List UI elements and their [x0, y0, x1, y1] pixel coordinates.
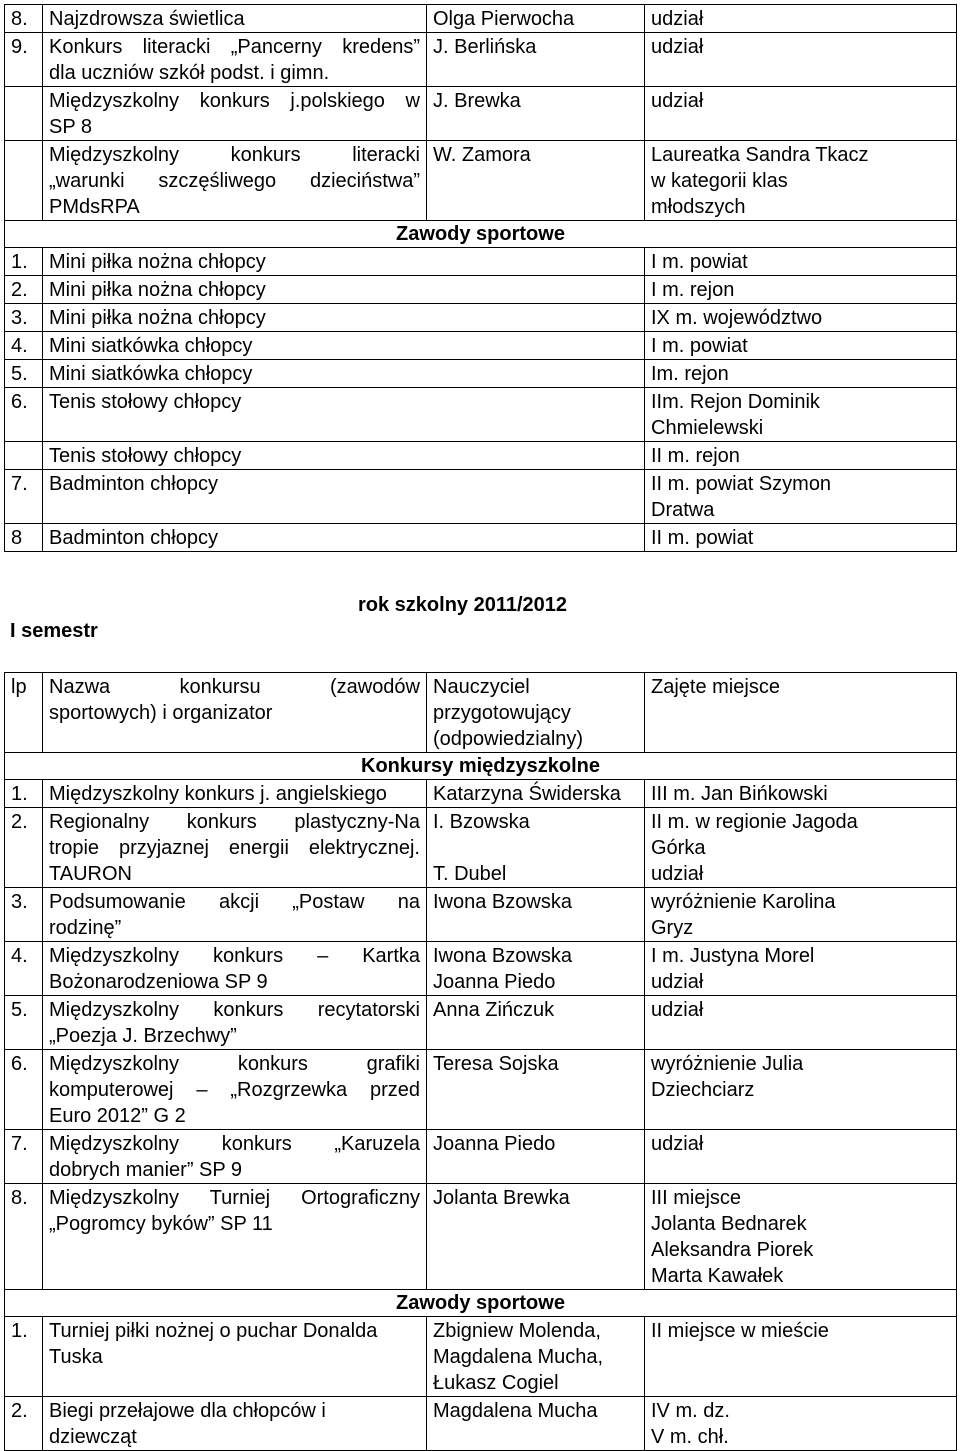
teacher-name: Teresa Sojska: [427, 1050, 645, 1130]
result: udział: [645, 1130, 957, 1184]
table-row: [5, 1130, 957, 1184]
competition-name: Międzyszkolny konkurs literacki „warunki szczęśliwego dzieciństwa” PMdsRPA: [43, 141, 427, 221]
result: IX m. województwo: [645, 304, 957, 332]
row-number: [5, 141, 43, 221]
result: wyróżnienie Karolina Gryz: [645, 888, 957, 942]
result: udział: [645, 996, 957, 1050]
row-number: 9.: [5, 33, 43, 87]
teacher-name: Katarzyna Świderska: [427, 780, 645, 808]
table-row: [5, 808, 957, 888]
section-heading: Konkursy międzyszkolne: [5, 753, 957, 780]
semester-label: I semestr: [10, 620, 98, 642]
header-place: Zajęte miejsce: [645, 673, 957, 753]
competition-name: Mini piłka nożna chłopcy: [43, 276, 645, 304]
result: III miejsce Jolanta Bednarek Aleksandra Piorek Marta Kawałek: [645, 1184, 957, 1290]
table-row: [5, 1317, 957, 1397]
table-row: [5, 5, 957, 33]
table-row: [5, 996, 957, 1050]
result: II m. powiat: [645, 524, 957, 552]
result: I m. powiat: [645, 248, 957, 276]
result: II miejsce w mieście: [645, 1317, 957, 1397]
row-number: 8: [5, 524, 43, 552]
teacher-name: J. Berlińska: [427, 33, 645, 87]
teacher-name: Zbigniew Molenda, Magdalena Mucha, Łukasz Cogiel: [427, 1317, 645, 1397]
competition-name: Badminton chłopcy: [43, 524, 645, 552]
table-row: [5, 470, 957, 524]
row-number: 4.: [5, 332, 43, 360]
competition-name: Mini siatkówka chłopcy: [43, 332, 645, 360]
section-sports: [5, 1290, 957, 1317]
table-row: [5, 360, 957, 388]
row-number: 8.: [5, 5, 43, 33]
section-heading: Zawody sportowe: [5, 1290, 957, 1317]
competition-name: Mini siatkówka chłopcy: [43, 360, 645, 388]
teacher-name: I. Bzowska T. Dubel: [427, 808, 645, 888]
table-row: [5, 87, 957, 141]
competition-name: Międzyszkolny Turniej Ortograficzny „Pogromcy byków” SP 11: [43, 1184, 427, 1290]
result: udział: [645, 33, 957, 87]
table-row: [5, 780, 957, 808]
table-row: [5, 276, 957, 304]
competition-name: Turniej piłki nożnej o puchar Donalda Tuska: [43, 1317, 427, 1397]
row-number: 5.: [5, 360, 43, 388]
section-sports: [5, 221, 957, 248]
result: Laureatka Sandra Tkacz w kategorii klas młodszych: [645, 141, 957, 221]
result: II m. rejon: [645, 442, 957, 470]
table-row: [5, 332, 957, 360]
section-heading: Zawody sportowe: [5, 221, 957, 248]
result: I m. Justyna Morel udział: [645, 942, 957, 996]
table-row: [5, 248, 957, 276]
competition-name: Konkurs literacki „Pancerny kredens” dla uczniów szkół podst. i gimn.: [43, 33, 427, 87]
row-number: 5.: [5, 996, 43, 1050]
table-row: [5, 141, 957, 221]
header-competition-name: Nazwa konkursu (zawodów sportowych) i organizator: [43, 673, 427, 753]
result: II m. powiat Szymon Dratwa: [645, 470, 957, 524]
header-row: [5, 673, 957, 753]
table-row: [5, 1050, 957, 1130]
result: II m. w regionie Jagoda Górka udział: [645, 808, 957, 888]
competition-name: Mini piłka nożna chłopcy: [43, 248, 645, 276]
table-row: [5, 524, 957, 552]
result: udział: [645, 5, 957, 33]
table-row: [5, 388, 957, 442]
row-number: 4.: [5, 942, 43, 996]
table-row: [5, 888, 957, 942]
row-number: 6.: [5, 1050, 43, 1130]
result: IV m. dz. V m. chł.: [645, 1397, 957, 1451]
teacher-name: Olga Pierwocha: [427, 5, 645, 33]
table-row: [5, 1397, 957, 1451]
result: Im. rejon: [645, 360, 957, 388]
result: IIm. Rejon Dominik Chmielewski: [645, 388, 957, 442]
competition-name: Międzyszkolny konkurs „Karuzela dobrych manier” SP 9: [43, 1130, 427, 1184]
competition-name: Międzyszkolny konkurs recytatorski „Poezja J. Brzechwy”: [43, 996, 427, 1050]
teacher-name: Joanna Piedo: [427, 1130, 645, 1184]
teacher-name: Iwona Bzowska Joanna Piedo: [427, 942, 645, 996]
competition-name: Regionalny konkurs plastyczny-Na tropie przyjaznej energii elektrycznej. TAURON: [43, 808, 427, 888]
competition-name: Mini piłka nożna chłopcy: [43, 304, 645, 332]
competition-name: Międzyszkolny konkurs – Kartka Bożonarodzeniowa SP 9: [43, 942, 427, 996]
competition-name: Badminton chłopcy: [43, 470, 645, 524]
row-number: 2.: [5, 1397, 43, 1451]
result: wyróżnienie Julia Dziechciarz: [645, 1050, 957, 1130]
table-row: [5, 304, 957, 332]
competition-name: Międzyszkolny konkurs j. angielskiego: [43, 780, 427, 808]
competition-name: Międzyszkolny konkurs j.polskiego w SP 8: [43, 87, 427, 141]
row-number: 7.: [5, 470, 43, 524]
teacher-name: J. Brewka: [427, 87, 645, 141]
competition-name: Najzdrowsza świetlica: [43, 5, 427, 33]
teacher-name: Anna Zińczuk: [427, 996, 645, 1050]
competition-name: Tenis stołowy chłopcy: [43, 388, 645, 442]
result: I m. rejon: [645, 276, 957, 304]
table-row: [5, 942, 957, 996]
result: III m. Jan Bińkowski: [645, 780, 957, 808]
row-number: 3.: [5, 304, 43, 332]
header-lp: lp: [5, 673, 43, 753]
row-number: 1.: [5, 248, 43, 276]
table-row: [5, 442, 957, 470]
row-number: 2.: [5, 276, 43, 304]
row-number: 2.: [5, 808, 43, 888]
competition-name: Tenis stołowy chłopcy: [43, 442, 645, 470]
table-row: [5, 1184, 957, 1290]
row-number: 3.: [5, 888, 43, 942]
row-number: 7.: [5, 1130, 43, 1184]
competition-name: Biegi przełajowe dla chłopców i dziewcząt: [43, 1397, 427, 1451]
section-interschool: [5, 753, 957, 780]
table-row: [5, 33, 957, 87]
school-year-label: rok szkolny 2011/2012: [358, 594, 568, 616]
competitions-table-previous: [4, 4, 957, 552]
teacher-name: W. Zamora: [427, 141, 645, 221]
result: udział: [645, 87, 957, 141]
row-number: [5, 87, 43, 141]
row-number: 1.: [5, 1317, 43, 1397]
result: I m. powiat: [645, 332, 957, 360]
row-number: 1.: [5, 780, 43, 808]
teacher-name: Iwona Bzowska: [427, 888, 645, 942]
header-teacher: Nauczyciel przygotowujący (odpowiedzialny): [427, 673, 645, 753]
competition-name: Międzyszkolny konkurs grafiki komputerowej – „Rozgrzewka przed Euro 2012” G 2: [43, 1050, 427, 1130]
row-number: [5, 442, 43, 470]
teacher-name: Jolanta Brewka: [427, 1184, 645, 1290]
row-number: 8.: [5, 1184, 43, 1290]
teacher-name: Magdalena Mucha: [427, 1397, 645, 1451]
competition-name: Podsumowanie akcji „Postaw na rodzinę”: [43, 888, 427, 942]
row-number: 6.: [5, 388, 43, 442]
competitions-table-2011-2012: [4, 672, 957, 1451]
